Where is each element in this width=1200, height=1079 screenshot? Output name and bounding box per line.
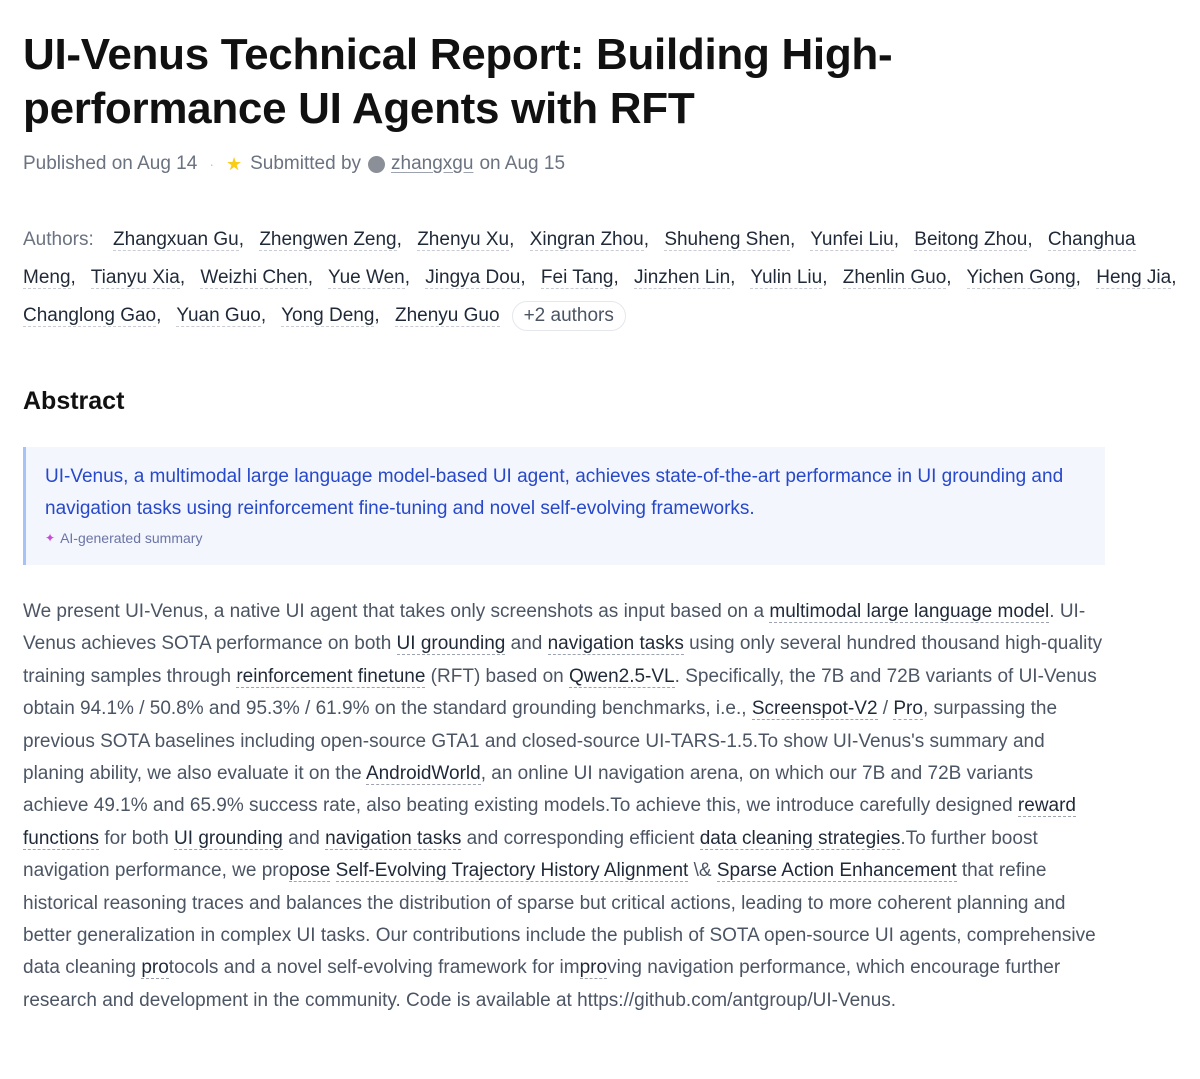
abstract-term-link[interactable]: Self-Evolving Trajectory History Alignment xyxy=(335,860,689,882)
author-link[interactable]: Yuan Guo xyxy=(176,305,261,326)
author-link[interactable]: Weizhi Chen xyxy=(200,267,308,288)
abstract-heading: Abstract xyxy=(23,387,125,415)
author-link[interactable]: Yulin Liu xyxy=(750,267,823,288)
submitter-avatar[interactable] xyxy=(368,156,385,173)
author-separator: , xyxy=(1171,267,1177,288)
abstract-text: . Specifically, the 7B and 72B variants of UI-Venus obtain 94.1% / 50.8% and 95.3% / 61.9% on the standard grounding benchmarks, i.e., xyxy=(23,665,1097,720)
author-link[interactable]: Yichen Gong xyxy=(966,267,1076,288)
author-separator: , xyxy=(790,229,796,250)
author-link[interactable]: Heng Jia xyxy=(1096,267,1172,288)
author-link[interactable]: Beitong Zhou xyxy=(914,229,1028,250)
star-icon: ★ xyxy=(225,154,243,174)
sparkle-icon: ✦ xyxy=(45,531,56,545)
author-link[interactable]: Zhangxuan Gu xyxy=(113,229,239,250)
author-link[interactable]: Changlong Gao xyxy=(23,305,157,326)
ai-summary-label: AI-generated summary xyxy=(60,530,203,546)
abstract-term-link[interactable]: multimodal large language model xyxy=(769,601,1050,622)
author-separator: , xyxy=(1027,229,1033,250)
abstract-term-link[interactable]: pro xyxy=(141,957,169,979)
abstract-term-link[interactable]: Pro xyxy=(893,698,923,720)
authors-list xyxy=(23,221,1188,335)
author-link[interactable]: Jinzhen Lin xyxy=(634,267,731,288)
author-link[interactable]: Yue Wen xyxy=(327,267,405,288)
abstract-term-link[interactable]: UI grounding xyxy=(396,633,506,655)
abstract-text: , surpassing the previous SOTA baselines including open-source GTA1 and closed-source UI-TARS-1.5.To show UI-Venus's summary and planing ability, we also evaluate it on the xyxy=(23,698,1058,785)
published-date: Published on Aug 14 xyxy=(23,153,198,174)
abstract-text xyxy=(330,860,335,881)
ai-summary-box xyxy=(23,447,1105,565)
submitter-link[interactable]: zhangxgu xyxy=(391,153,474,174)
abstract-text: We present UI-Venus, a native UI agent that takes only screenshots as input based on a xyxy=(23,601,770,622)
paper-title: UI-Venus Technical Report: Building High-performance UI Agents with RFT xyxy=(23,30,893,133)
abstract-term-link[interactable]: data cleaning strategies xyxy=(699,827,901,849)
author-link[interactable]: Zhengwen Zeng xyxy=(259,229,397,250)
author-separator: , xyxy=(156,305,162,326)
abstract-text: . UI-Venus achieves SOTA performance on both xyxy=(23,601,1086,655)
author-link[interactable]: Xingran Zhou xyxy=(529,229,644,250)
author-separator: , xyxy=(946,267,952,288)
author-separator: , xyxy=(520,267,526,288)
meta-separator: · xyxy=(209,156,214,172)
abstract-text: using only several hundred thousand high-quality training samples through xyxy=(23,633,1103,687)
abstract-text: / xyxy=(877,698,894,720)
paper-meta xyxy=(23,150,565,178)
abstract-term-link[interactable]: Screenspot-V2 xyxy=(751,698,878,720)
author-separator: , xyxy=(307,267,314,288)
author-separator: , xyxy=(179,267,186,288)
abstract-text: and corresponding efficient xyxy=(461,827,700,849)
author-separator: , xyxy=(396,229,402,250)
abstract-term-link[interactable]: AndroidWorld xyxy=(365,763,481,785)
ai-summary-text: UI-Venus, a multimodal large language model-based UI agent, achieves state-of-the-art performance in UI grounding and navigation tasks using reinforcement fine-tuning and novel self-evolving frameworks. xyxy=(45,466,1064,519)
abstract-text: ving navigation performance, which encourage further research and development in the community. Code is available at https://github.com/antgroup/UI-Venus. xyxy=(23,957,1061,1011)
author-separator: , xyxy=(238,229,245,250)
author-separator: , xyxy=(509,229,515,250)
more-authors-button[interactable]: +2 authors xyxy=(512,301,626,331)
author-link[interactable]: Yunfei Liu xyxy=(810,229,894,250)
author-link[interactable]: Changhua Meng xyxy=(23,229,1136,288)
abstract-text: , an online UI navigation arena, on which our 7B and 72B variants achieve 49.1% and 65.9% success rate, also beating existing models.To achieve this, we introduce carefully designed xyxy=(23,763,1034,817)
abstract-term-link[interactable]: pro xyxy=(579,957,608,979)
abstract-term-link[interactable]: UI grounding xyxy=(174,827,283,849)
abstract-text: for both xyxy=(99,827,175,849)
author-separator: , xyxy=(404,267,411,288)
author-separator: , xyxy=(730,267,736,288)
author-separator: , xyxy=(893,229,900,250)
abstract-term-link[interactable]: Qwen2.5-VL xyxy=(569,665,675,687)
author-separator: , xyxy=(260,305,267,326)
author-link[interactable]: Zhenyu Guo xyxy=(394,305,500,326)
abstract-text: and xyxy=(505,633,548,655)
author-link[interactable]: Tianyu Xia xyxy=(90,267,180,288)
author-separator: , xyxy=(613,267,619,288)
abstract-term-link[interactable]: navigation tasks xyxy=(325,827,462,849)
author-link[interactable]: Shuheng Shen xyxy=(664,229,791,250)
submitted-date: on Aug 15 xyxy=(479,153,566,174)
abstract-term-link[interactable]: pose xyxy=(289,860,331,882)
author-link[interactable]: Yong Deng xyxy=(281,305,375,326)
abstract-term-link[interactable]: navigation tasks xyxy=(547,633,684,655)
author-separator: , xyxy=(1075,267,1081,288)
author-separator: , xyxy=(643,229,650,250)
author-link[interactable]: Zhenlin Guo xyxy=(842,267,947,288)
ai-summary-tag xyxy=(45,530,1087,546)
author-separator: , xyxy=(374,305,380,326)
abstract-text: (RFT) based on xyxy=(425,665,570,687)
abstract-term-link[interactable]: reinforcement finetune xyxy=(236,665,426,687)
abstract-text: that refine historical reasoning traces and balances the distribution of sparse but critical actions, leading to more coherent planning and better generalization in complex UI tasks. Our contributions include the publish of SOTA open-source UI agents, comprehensive data cleaning xyxy=(23,860,1096,979)
author-link[interactable]: Jingya Dou xyxy=(425,267,521,288)
author-separator: , xyxy=(822,267,828,288)
abstract-term-link[interactable]: reward functions xyxy=(23,795,1076,849)
author-separator: , xyxy=(70,267,76,288)
abstract-text: tocols and a novel self-evolving framework for im xyxy=(168,957,580,979)
abstract-text: \& xyxy=(688,860,717,882)
author-link[interactable]: Zhenyu Xu xyxy=(417,229,510,250)
abstract-text: and xyxy=(282,827,326,849)
abstract-body xyxy=(23,596,1103,1017)
authors-label: Authors: xyxy=(23,229,94,250)
abstract-text: .To further boost navigation performance, we pro xyxy=(23,827,1038,882)
author-link[interactable]: Fei Tang xyxy=(540,267,614,288)
submitted-by-label: Submitted by xyxy=(250,153,362,174)
abstract-term-link[interactable]: Sparse Action Enhancement xyxy=(716,860,957,882)
